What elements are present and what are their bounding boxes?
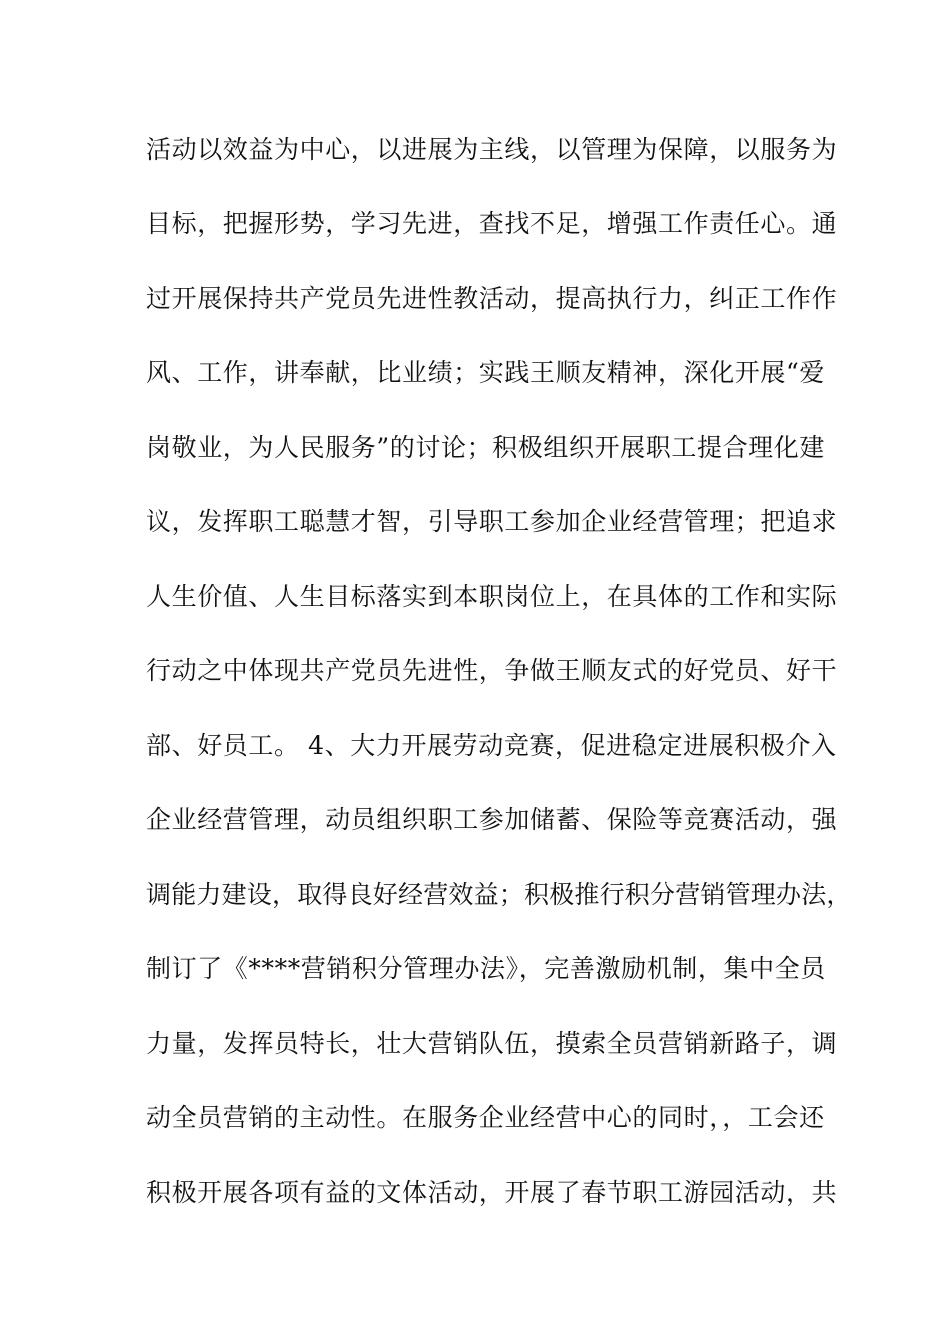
body-text-line: 风、工作，讲奉献，比业绩；实践王顺友精神，深化开展“爱 — [146, 358, 825, 387]
body-text-line: 企业经营管理，动员组织职工参加储蓄、保险等竞赛活动，强 — [146, 805, 838, 834]
body-text-line: 目标，把握形势，学习先进，查找不足，增强工作责任心。通 — [146, 209, 838, 238]
body-text-line: 议，发挥职工聪慧才智，引导职工参加企业经营管理；把追求 — [146, 507, 838, 536]
body-text-line: 动全员营销的主动性。在服务企业经营中心的同时，，工会还 — [146, 1103, 825, 1132]
body-text-line: 活动以效益为中心，以进展为主线，以管理为保障，以服务为 — [146, 135, 838, 164]
body-text-line: 调能力建设，取得良好经营效益；积极推行积分营销管理办法， — [146, 880, 852, 909]
body-text-line: 行动之中体现共产党员先进性，争做王顺友式的好党员、好干 — [146, 656, 838, 685]
body-text-line: 部、好员工。 4、大力开展劳动竞赛，促进稳定进展积极介入 — [146, 731, 837, 760]
body-text-line: 制订了《****营销积分管理办法》，完善激励机制，集中全员 — [146, 954, 826, 983]
body-text-line: 积极开展各项有益的文体活动，开展了春节职工游园活动，共 — [146, 1178, 838, 1207]
body-text-line: 力量，发挥员特长，壮大营销队伍，摸索全员营销新路子，调 — [146, 1029, 838, 1058]
body-text-line: 过开展保持共产党员先进性教活动，提高执行力，纠正工作作 — [146, 284, 838, 313]
body-text-line: 人生价值、人生目标落实到本职岗位上，在具体的工作和实际 — [146, 582, 838, 611]
body-text-line: 岗敬业，为人民服务”的讨论；积极组织开展职工提合理化建 — [146, 433, 825, 462]
